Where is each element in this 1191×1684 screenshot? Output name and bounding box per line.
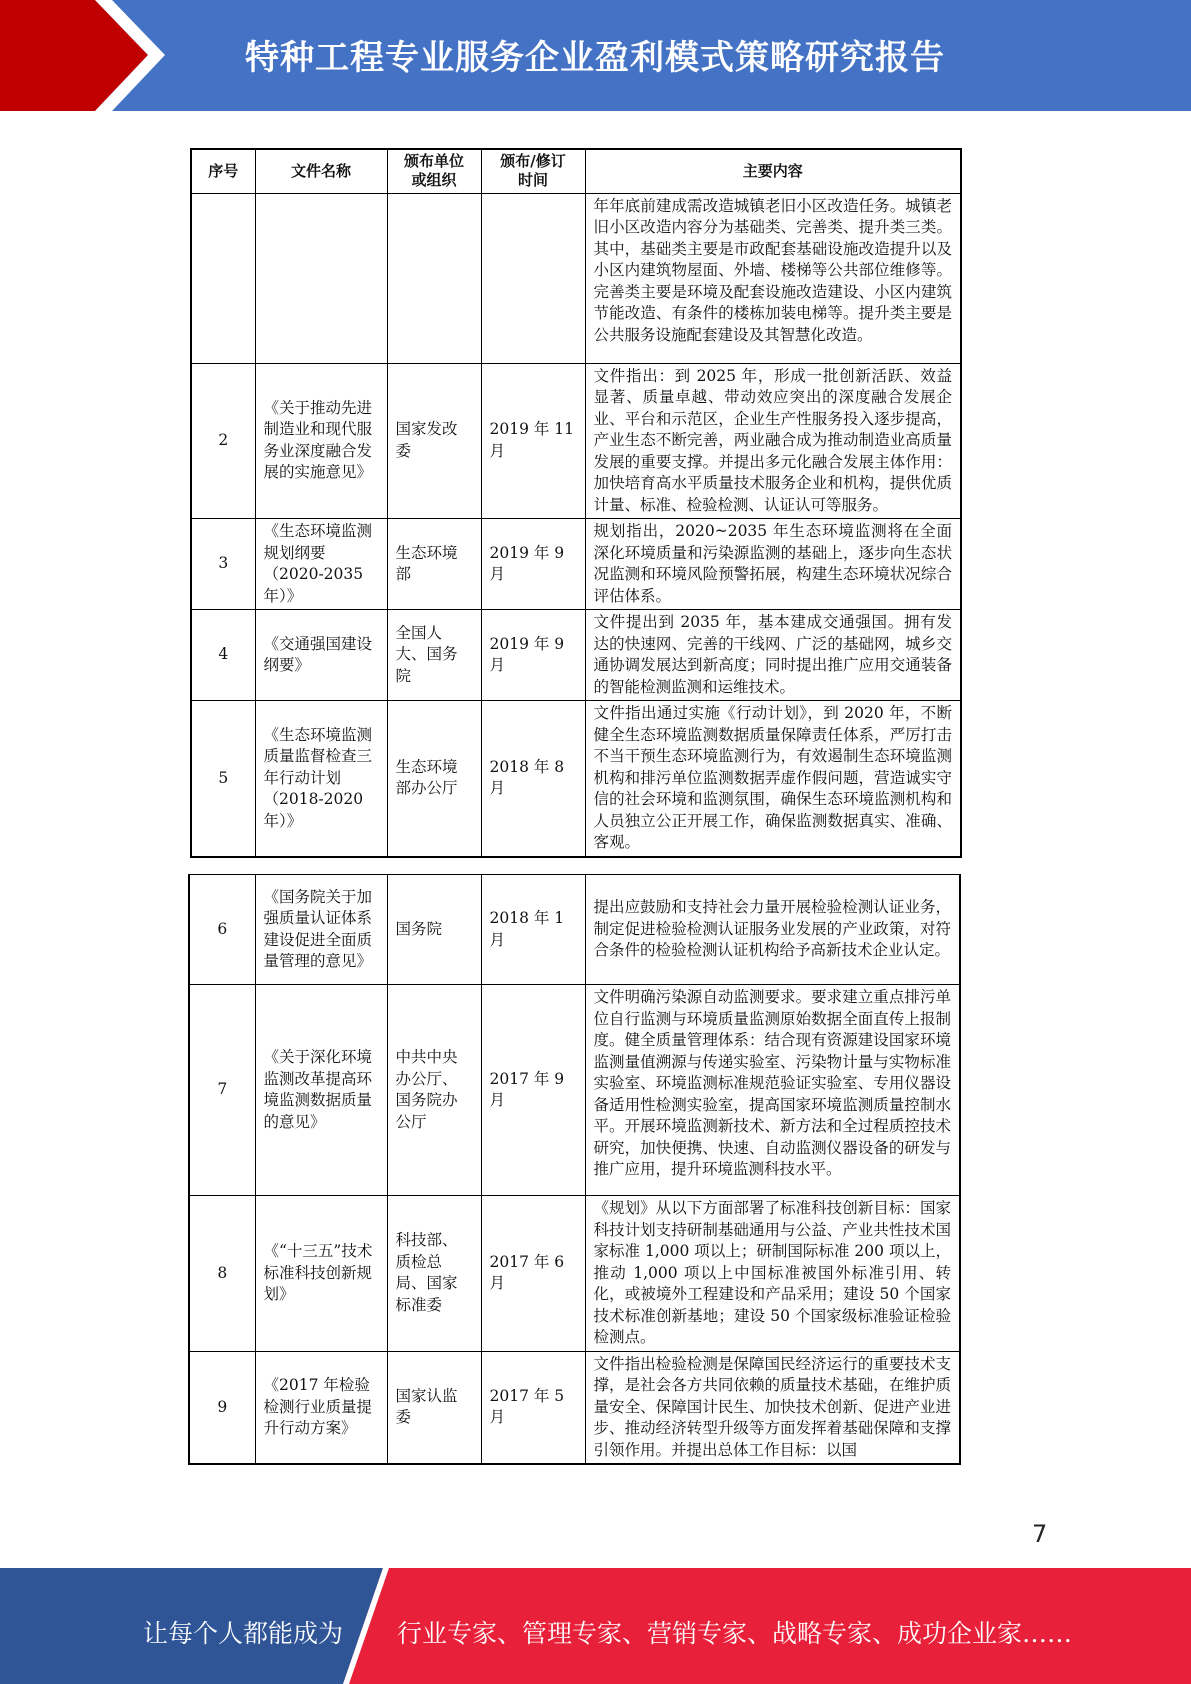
issue-time <box>481 193 585 363</box>
issuer: 国务院 <box>387 875 481 985</box>
issuer: 全国人大、国务院 <box>387 610 481 701</box>
doc-name: 《关于深化环境监测改革提高环境监测数据质量的意见》 <box>255 985 387 1196</box>
header-issuer-line1: 颁布单位 <box>403 152 464 171</box>
doc-name: 《生态环境监测规划纲要（2020-2035 年）》 <box>255 519 387 610</box>
row-number: 7 <box>189 985 255 1196</box>
policy-table-part1 <box>190 148 962 858</box>
header-time-line1: 颁布/修订 <box>500 152 566 171</box>
header-time-line2: 时间 <box>517 171 548 190</box>
issuer: 生态环境部办公厅 <box>387 701 481 857</box>
header-doc-name: 文件名称 <box>255 149 387 193</box>
row-number <box>191 193 255 363</box>
header-banner <box>0 0 1191 111</box>
main-content: 文件明确污染源自动监测要求。要求建立重点排污单位自行监测与环境质量监测原始数据全面直传上报制度。健全质量管理体系：结合现有资源建设国家环境监测量值溯源与传递实验室、污染物计量与实物标准实验室、环境监测标准规范验证实验室、专用仪器设备适用性检测实验室，提高国家环境监测质量控制水平。开展环境监测新技术、新方法和全过程质控技术研究，加快便携、快速、自动监测仪器设备的研发与推广应用，提升环境监测科技水平。 <box>585 985 960 1196</box>
main-content: 文件提出到 2035 年，基本建成交通强国。拥有发达的快速网、完善的干线网、广泛的基础网，城乡交通协调发展达到新高度；同时提出推广应用交通装备的智能检测监测和运维技术。 <box>585 610 961 701</box>
row-number: 5 <box>191 701 255 857</box>
main-content: 提出应鼓励和支持社会力量开展检验检测认证业务，制定促进检验检测认证服务业发展的产业政策，对符合条件的检验检测认证机构给予高新技术企业认定。 <box>585 875 960 985</box>
doc-name: 《生态环境监测质量监督检查三年行动计划（2018-2020 年）》 <box>255 701 387 857</box>
row-number: 4 <box>191 610 255 701</box>
table-row <box>189 985 960 1196</box>
table-row <box>191 519 961 610</box>
table-row <box>191 363 961 519</box>
policy-table-part2 <box>188 874 961 1465</box>
main-content: 规划指出，2020~2035 年生态环境监测将在全面深化环境质量和污染源监测的基础上，逐步向生态状况监测和环境风险预警拓展，构建生态环境状况综合评估体系。 <box>585 519 961 610</box>
header-number: 序号 <box>191 149 255 193</box>
doc-name: 《“十三五”技术标准科技创新规划》 <box>255 1196 387 1352</box>
issuer: 生态环境部 <box>387 519 481 610</box>
issue-time: 2018 年 1 月 <box>481 875 585 985</box>
doc-name <box>255 193 387 363</box>
issuer: 国家认监委 <box>387 1351 481 1464</box>
table-row <box>189 1196 960 1352</box>
footer-slogan-right: 行业专家、管理专家、营销专家、战略专家、成功企业家…… <box>397 1619 1073 1648</box>
main-content: 文件指出检验检测是保障国民经济运行的重要技术支撑，是社会各方共同依赖的质量技术基础，在维护质量安全、保障国计民生、加快技术创新、促进产业进步、推动经济转型升级等方面发挥着基础保障和支撑引领作用。并提出总体工作目标：以国 <box>585 1351 960 1464</box>
row-number: 6 <box>189 875 255 985</box>
row-number: 3 <box>191 519 255 610</box>
doc-name: 《交通强国建设纲要》 <box>255 610 387 701</box>
header-issuer-line2: 或组织 <box>411 171 457 190</box>
issuer: 国家发改委 <box>387 363 481 519</box>
report-title: 特种工程专业服务企业盈利模式策略研究报告 <box>245 38 945 78</box>
footer-banner <box>0 1568 1191 1684</box>
row-number: 8 <box>189 1196 255 1352</box>
main-content: 文件指出：到 2025 年，形成一批创新活跃、效益显著、质量卓越、带动效应突出的深度融合发展企业、平台和示范区，企业生产性服务投入逐步提高，产业生态不断完善，两业融合成为推动制造业高质量发展的重要支撑。并提出多元化融合发展主体作用：加快培育高水平质量技术服务企业和机构，提供优质计量、标准、检验检测、认证认可等服务。 <box>585 363 961 519</box>
issue-time: 2019 年 9 月 <box>481 519 585 610</box>
issue-time: 2018 年 8 月 <box>481 701 585 857</box>
doc-name: 《2017 年检验检测行业质量提升行动方案》 <box>255 1351 387 1464</box>
table-row <box>191 610 961 701</box>
footer-slogan-left: 让每个人都能成为 <box>143 1619 344 1648</box>
main-content: 年年底前建成需改造城镇老旧小区改造任务。城镇老旧小区改造内容分为基础类、完善类、提升类三类。其中，基础类主要是市政配套基础设施改造提升以及小区内建筑物屋面、外墙、楼梯等公共部位维修等。完善类主要是环境及配套设施改造建设、小区内建筑节能改造、有条件的楼栋加装电梯等。提升类主要是公共服务设施配套建设及其智慧化改造。 <box>585 193 961 363</box>
issue-time: 2019 年 11 月 <box>481 363 585 519</box>
row-number: 9 <box>189 1351 255 1464</box>
main-content: 文件指出通过实施《行动计划》，到 2020 年，不断健全生态环境监测数据质量保障责任体系，严厉打击不当干预生态环境监测行为，有效遏制生态环境监测机构和排污单位监测数据弄虚作假问题，营造诚实守信的社会环境和监测氛围，确保生态环境监测机构和人员独立公正开展工作，确保监测数据真实、准确、客观。 <box>585 701 961 857</box>
doc-name: 《关于推动先进制造业和现代服务业深度融合发展的实施意见》 <box>255 363 387 519</box>
issuer: 科技部、质检总局、国家标准委 <box>387 1196 481 1352</box>
row-number: 2 <box>191 363 255 519</box>
table-row <box>191 701 961 857</box>
issuer <box>387 193 481 363</box>
issue-time: 2019 年 9 月 <box>481 610 585 701</box>
issuer: 中共中央办公厅、国务院办公厅 <box>387 985 481 1196</box>
doc-name: 《国务院关于加强质量认证体系建设促进全面质量管理的意见》 <box>255 875 387 985</box>
table-row <box>189 1351 960 1464</box>
header-time <box>481 149 585 193</box>
table-row <box>189 875 960 985</box>
issue-time: 2017 年 5 月 <box>481 1351 585 1464</box>
table-header-row <box>191 149 961 193</box>
header-issuer <box>387 149 481 193</box>
header-content: 主要内容 <box>585 149 961 193</box>
page-number: 7 <box>1032 1520 1048 1548</box>
table-row <box>191 193 961 363</box>
issue-time: 2017 年 9 月 <box>481 985 585 1196</box>
issue-time: 2017 年 6 月 <box>481 1196 585 1352</box>
main-content: 《规划》从以下方面部署了标准科技创新目标：国家科技计划支持研制基础通用与公益、产业共性技术国家标准 1,000 项以上；研制国际标准 200 项以上，推动 1,000 项以上中国标准被国外标准引用、转化，或被境外工程建设和产品采用；建设 50 个国家技术标准创新基地；建设 50 个国家级标准验证检验检测点。 <box>585 1196 960 1352</box>
